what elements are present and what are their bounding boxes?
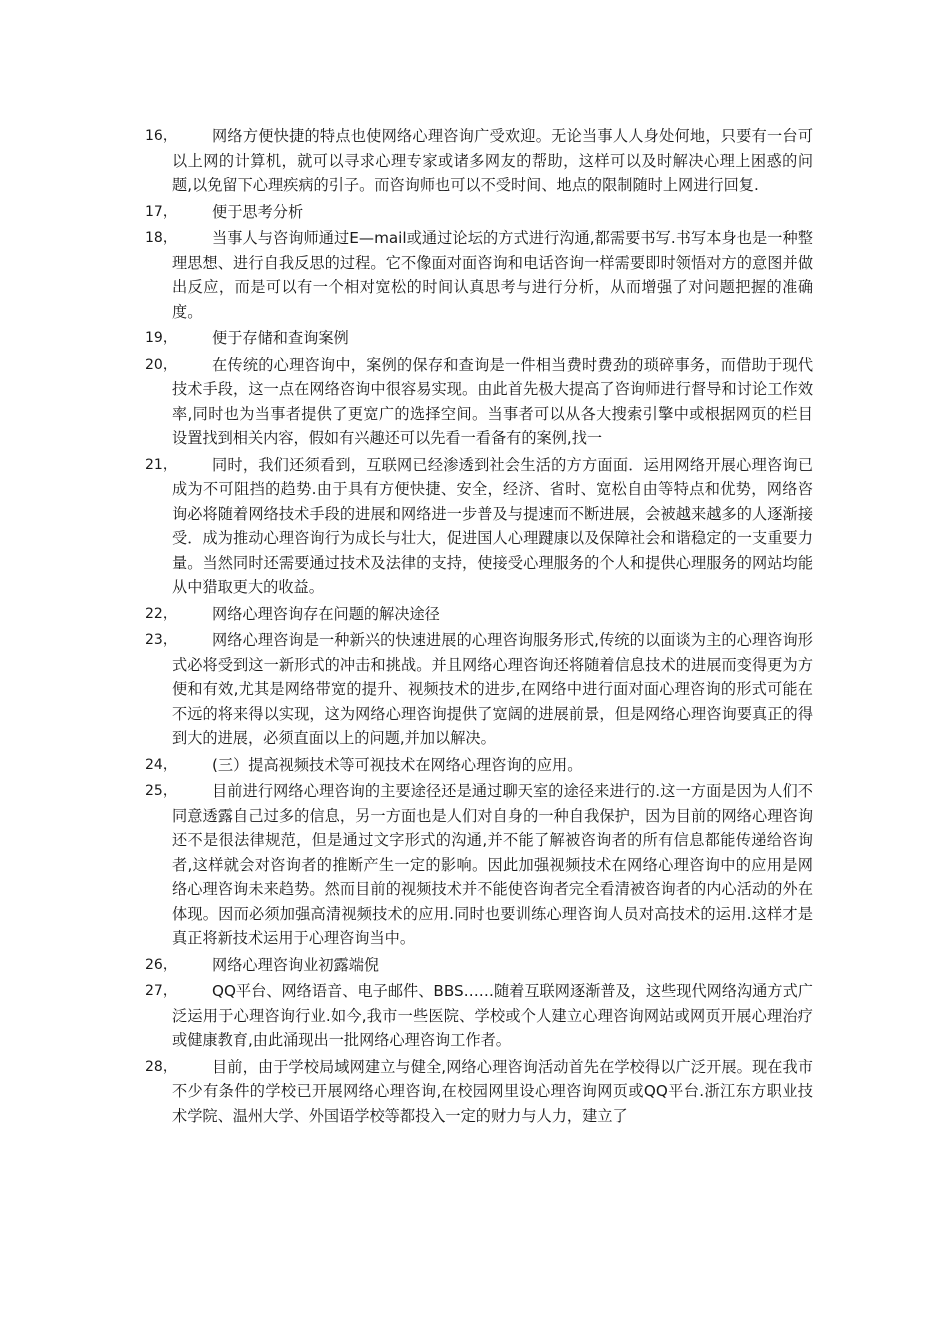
item-text: 当事人与咨询师通过E—mail或通过论坛的方式进行沟通,都需要书写.书写本身也是一种整理思想、进行自我反思的过程。它不像面对面咨询和电话咨询一样需要即时领悟对方的意图并做出反应，而是可以有一个相对宽松的时间认真思考与进行分析，从而增强了对问题把握的准确度。 [172,229,813,321]
item-number: 26， [145,956,177,973]
item-number: 21， [145,456,177,473]
item-text: 便于存储和查询案例 [212,329,349,347]
item-number: 25， [145,783,177,799]
item-number: 17， [145,203,177,220]
list-item [145,326,813,351]
item-text: 在传统的心理咨询中，案例的保存和查询是一件相当费时费劲的琐碎事务，而借助于现代技术手段，这一点在网络咨询中很容易实现。由此首先极大提高了咨询师进行督导和讨论工作效率,同时也为当事者提供了更宽广的选择空间。当事者可以从各大搜索引擎中或根据网页的栏目设置找到相关内容，假如有兴趣还可以先看一看备有的案例,找一 [172,355,813,447]
item-text: 网络方便快捷的特点也使网络心理咨询广受欢迎。无论当事人人身处何地，只要有一台可以上网的计算机，就可以寻求心理专家或诸多网友的帮助，这样可以及时解决心理上困惑的问题,以免留下心理疾病的引子。而咨询师也可以不受时间、地点的限制随时上网进行回复. [172,127,813,194]
item-text: (三）提高视频技术等可视技术在网络心理咨询的应用。 [212,755,583,774]
item-number: 24， [145,756,177,773]
list-item [145,753,813,778]
list-item [145,602,813,627]
list-item [145,226,813,324]
item-text: 同时，我们还须看到，互联网已经渗透到社会生活的方方面面．运用网络开展心理咨询已成为不可阻挡的趋势.由于具有方便快捷、安全，经济、省时、宽松自由等特点和优势，网络咨询必将随着网络技术手段的进展和网络进一步普及与提速而不断进展，会被越来越多的人逐渐接受．成为推动心理咨询行为成长与壮大，促进国人心理踺康以及保障社会和谐稳定的一支重要力量。当然同时还需要通过技术及法律的支持，使接受心理服务的个人和提供心理服务的网站均能从中猎取更大的收益。 [172,455,813,596]
item-number: 28， [145,1058,177,1075]
item-number: 16， [145,128,177,144]
list-item [145,953,813,978]
item-number: 20， [145,356,177,373]
list-item [145,779,813,951]
item-number: 19， [145,330,177,346]
list-item [145,979,813,1053]
item-number: 18， [145,230,177,246]
item-number: 22， [145,605,177,622]
list-item [145,124,813,198]
item-number: 23， [145,632,177,648]
document-body [145,124,813,1130]
item-text: QQ平台、网络语音、电子邮件、BBS……随着互联网逐渐普及，这些现代网络沟通方式广泛运用于心理咨询行业.如今,我市一些医院、学校或个人建立心理咨询网站或网页开展心理治疗或健康教育,由此涌现出一批网络心理咨询工作者。 [172,982,813,1049]
list-item [145,628,813,751]
list-item [145,453,813,600]
item-text: 目前进行网络心理咨询的主要途径还是通过聊天室的途径来进行的.这一方面是因为人们不同意透露自己过多的信息，另一方面也是人们对自身的一种自我保护，因为目前的网络心理咨询还不是很法律规范，但是通过文字形式的沟通,并不能了解被咨询者的所有信息都能传递给咨询者,这样就会对咨询者的推断产生一定的影响。因此加强视频技术在网络心理咨询中的应用是网络心理咨询未来趋势。然而目前的视频技术并不能使咨询者完全看清被咨询者的内心活动的外在体现。因而必须加强高清视频技术的应用.同时也要训练心理咨询人员对高技术的运用.这样才是真正将新技术运用于心理咨询当中。 [172,782,813,947]
item-text: 网络心理咨询业初露端倪 [212,955,380,974]
item-text: 便于思考分析 [212,202,304,221]
list-item [145,200,813,225]
item-text: 目前，由于学校局域网建立与健全,网络心理咨询活动首先在学校得以广泛开展。现在我市不少有条件的学校已开展网络心理咨询,在校园网里设心理咨询网页或QQ平台.浙江东方职业技术学院、温州大学、外国语学校等都投入一定的财力与人力，建立了 [172,1057,813,1125]
item-number: 27， [145,983,177,999]
item-text: 网络心理咨询存在问题的解决途径 [212,604,440,623]
item-text: 网络心理咨询是一种新兴的快速进展的心理咨询服务形式,传统的以面谈为主的心理咨询形式必将受到这一新形式的冲击和挑战。并且网络心理咨询还将随着信息技术的进展而变得更为方便和有效,尤其是网络带宽的提升、视频技术的进步,在网络中进行面对面心理咨询的形式可能在不远的将来得以实现，这为网络心理咨询提供了宽阔的进展前景，但是网络心理咨询要真正的得到大的进展，必须直面以上的问题,并加以解决。 [172,631,813,747]
list-item [145,353,813,451]
list-item [145,1055,813,1129]
